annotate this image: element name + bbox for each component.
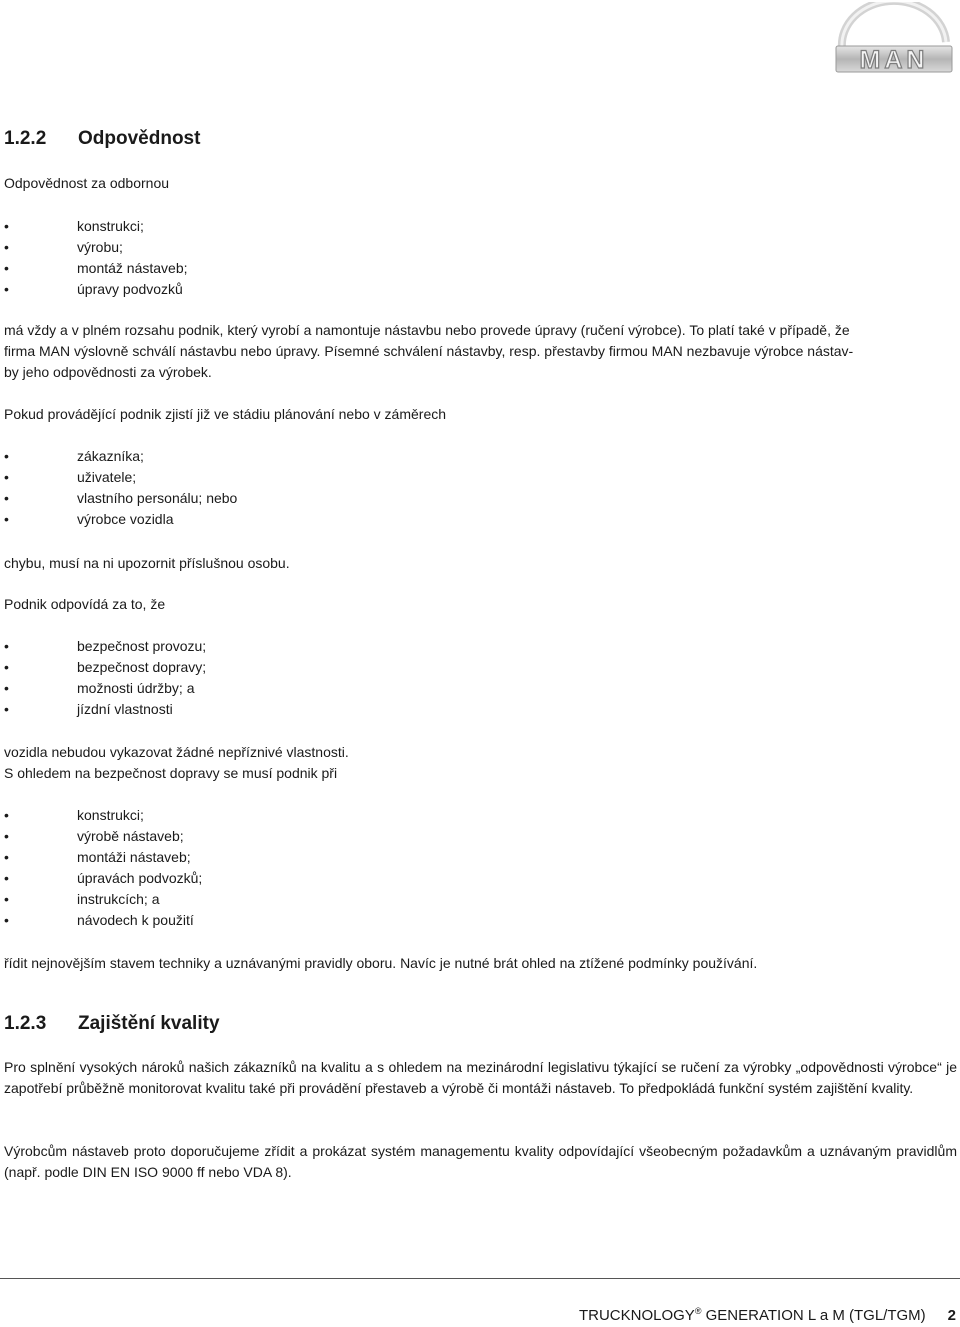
bullet-icon: •: [4, 218, 9, 234]
paragraph: řídit nejnovějším stavem techniky a uznávanými pravidly oboru. Navíc je nutné brát ohled na ztížené podmínky používání.: [4, 955, 758, 971]
bullet-icon: •: [4, 281, 9, 297]
paragraph: Výrobcům nástaveb proto doporučujeme zřídit a prokázat systém managementu kvality odpovídající všeobecným požadavkům a uznávaným pravidlům (např. podle DIN EN ISO 9000 ff nebo VDA 8).: [4, 1143, 957, 1180]
bullet-icon: •: [4, 638, 9, 654]
footer-divider: [0, 1278, 960, 1279]
paragraph-line: firma MAN výslovně schválí nástavbu nebo úpravy. Písemné schválení nástavby, resp. přestavby firmou MAN nezbavuje výrobce nástav-: [4, 343, 854, 359]
bullet-icon: •: [4, 511, 9, 527]
page-footer: [579, 1306, 956, 1324]
paragraph: Pro splnění vysokých nároků našich zákazníků na kvalitu a s ohledem na mezinárodní legislativu týkající se ručení za výrobky „odpovědnosti výrobce“ je zapotřebí průběžně monitorovat kvalitu také při provádění přestaveb a výrobě či montáži nástaveb. To předpokládá funkční systém zajištění kvality.: [4, 1059, 957, 1096]
bullet-icon: •: [4, 807, 9, 823]
paragraph: Podnik odpovídá za to, že: [4, 596, 166, 612]
paragraph: chybu, musí na ni upozornit příslušnou osobu.: [4, 555, 290, 571]
section-number: 1.2.3: [4, 1013, 47, 1034]
paragraph-line: by jeho odpovědnosti za výrobek.: [4, 364, 212, 380]
logo-text: MAN: [859, 46, 929, 74]
bullet-icon: •: [4, 680, 9, 696]
section-title: Zajištění kvality: [78, 1013, 220, 1034]
bullet-icon: •: [4, 469, 9, 485]
paragraph: vozidla nebudou vykazovat žádné nepříznivé vlastnosti.: [4, 744, 349, 760]
bullet-icon: •: [4, 701, 9, 717]
bullet-icon: •: [4, 870, 9, 886]
section-title: Odpovědnost: [78, 128, 201, 149]
paragraph: S ohledem na bezpečnost dopravy se musí podnik při: [4, 765, 338, 781]
bullet-icon: •: [4, 239, 9, 255]
bullet-icon: •: [4, 659, 9, 675]
section-heading-quality: [4, 1013, 220, 1035]
footer-brand: TRUCKNOLOGY: [578, 1307, 695, 1324]
page-number: 2: [947, 1307, 956, 1324]
man-logo: [828, 2, 956, 74]
footer-title: GENERATION L a M (TGL/TGM): [701, 1307, 926, 1324]
bullet-icon: •: [4, 260, 9, 276]
bullet-icon: •: [4, 891, 9, 907]
paragraph-line: má vždy a v plném rozsahu podnik, který vyrobí a namontuje nástavbu nebo provede úpravy (ručení výrobce). To platí také v případě, že: [4, 322, 850, 338]
bullet-icon: •: [4, 828, 9, 844]
intro-text: Odpovědnost za odbornou: [4, 175, 170, 191]
paragraph: Pokud provádějící podnik zjistí již ve stádiu plánování nebo v záměrech: [4, 406, 447, 422]
bullet-icon: •: [4, 448, 9, 464]
registered-mark: ®: [694, 1306, 702, 1316]
section-heading-responsibility: [4, 128, 200, 150]
bullet-icon: •: [4, 490, 9, 506]
section-number: 1.2.2: [4, 128, 47, 149]
bullet-icon: •: [4, 912, 9, 928]
bullet-icon: •: [4, 849, 9, 865]
